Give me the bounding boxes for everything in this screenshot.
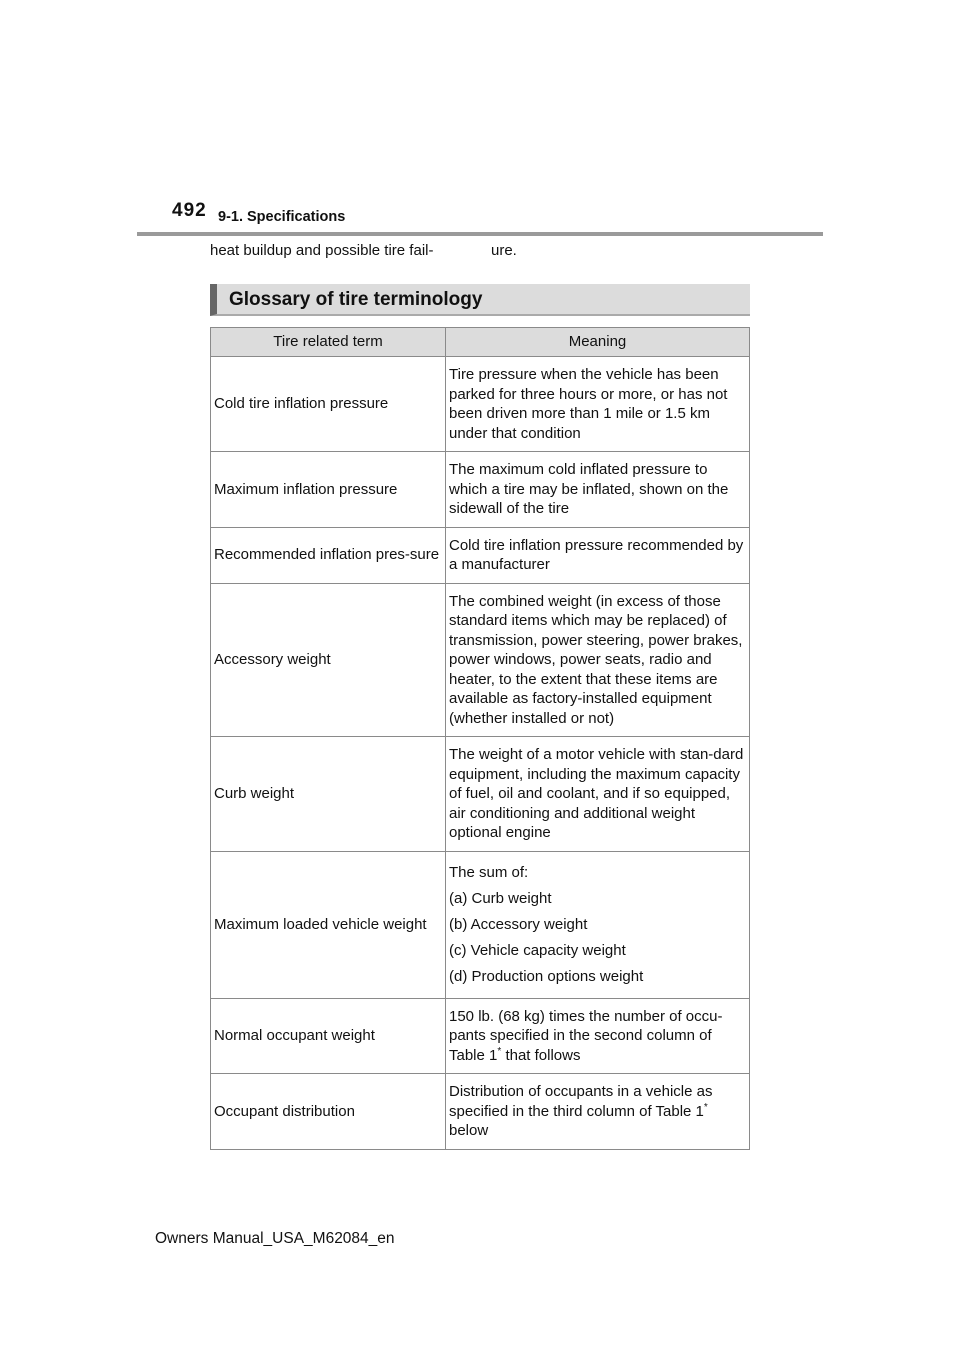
table-row xyxy=(211,1074,750,1150)
meaning-cell: Tire pressure when the vehicle has been parked for three hours or more, or has not been driven more than 1 mile or 1.5 km under that condition xyxy=(446,357,750,452)
table-row xyxy=(211,851,750,998)
meaning-cell: The combined weight (in excess of those standard items which may be replaced) of transmission, power steering, power brakes, power windows, power seats, radio and heater, to the extent that these items are available as factory-installed equipment (whether installed or not) xyxy=(446,583,750,737)
term-cell: Curb weight xyxy=(211,737,446,852)
term-cell: Maximum inflation pressure xyxy=(211,452,446,528)
table-row xyxy=(211,998,750,1074)
term-cell: Cold tire inflation pressure xyxy=(211,357,446,452)
page-number: 492 xyxy=(172,200,207,221)
table-row xyxy=(211,357,750,452)
footnote-mark: * xyxy=(497,1045,502,1057)
term-cell: Recommended inflation pres-sure xyxy=(211,527,446,583)
meaning-line: (c) Vehicle capacity weight xyxy=(449,941,626,959)
meaning-line: (a) Curb weight xyxy=(449,889,552,907)
glossary-heading-band xyxy=(210,284,750,316)
continuation-text-left: heat buildup and possible tire fail- xyxy=(210,242,434,259)
column-header-meaning: Meaning xyxy=(446,328,750,357)
table-row xyxy=(211,452,750,528)
term-cell: Maximum loaded vehicle weight xyxy=(211,851,446,998)
table-row xyxy=(211,583,750,737)
meaning-line: (b) Accessory weight xyxy=(449,915,588,933)
footer-document-id: Owners Manual_USA_M62084_en xyxy=(155,1230,395,1247)
meaning-text: Distribution of occupants in a vehicle as specified in the third column of Table 1 xyxy=(449,1083,713,1120)
meaning-cell: Cold tire inflation pressure recommended by a manufacturer xyxy=(446,527,750,583)
meaning-line: The sum of: xyxy=(449,863,529,881)
term-cell: Occupant distribution xyxy=(211,1074,446,1150)
term-cell: Accessory weight xyxy=(211,583,446,737)
section-title: 9-1. Specifications xyxy=(218,209,346,225)
meaning-cell xyxy=(446,998,750,1074)
glossary-title: Glossary of tire terminology xyxy=(229,289,483,310)
meaning-text-tail: below xyxy=(449,1122,489,1139)
meaning-text: 150 lb. (68 kg) times the number of occu-pants specified in the second column of Table 1 xyxy=(449,1007,723,1064)
table-row xyxy=(211,527,750,583)
meaning-line: (d) Production options weight xyxy=(449,967,644,985)
meaning-cell xyxy=(446,1074,750,1150)
meaning-cell: The weight of a motor vehicle with stan-dard equipment, including the maximum capacity of fuel, oil and coolant, and if so equipped, air conditioning and additional weight optional engine xyxy=(446,737,750,852)
meaning-cell: The maximum cold inflated pressure to which a tire may be inflated, shown on the sidewall of the tire xyxy=(446,452,750,528)
continuation-text-right: ure. xyxy=(491,242,517,259)
meaning-text-tail: that follows xyxy=(501,1046,581,1064)
term-cell: Normal occupant weight xyxy=(211,998,446,1074)
footnote-mark: * xyxy=(703,1101,708,1113)
table-header-row xyxy=(211,328,750,357)
meaning-cell xyxy=(446,851,750,998)
column-header-term: Tire related term xyxy=(211,328,446,357)
table-row xyxy=(211,737,750,852)
glossary-table xyxy=(210,327,750,1150)
header-rule xyxy=(137,232,823,236)
